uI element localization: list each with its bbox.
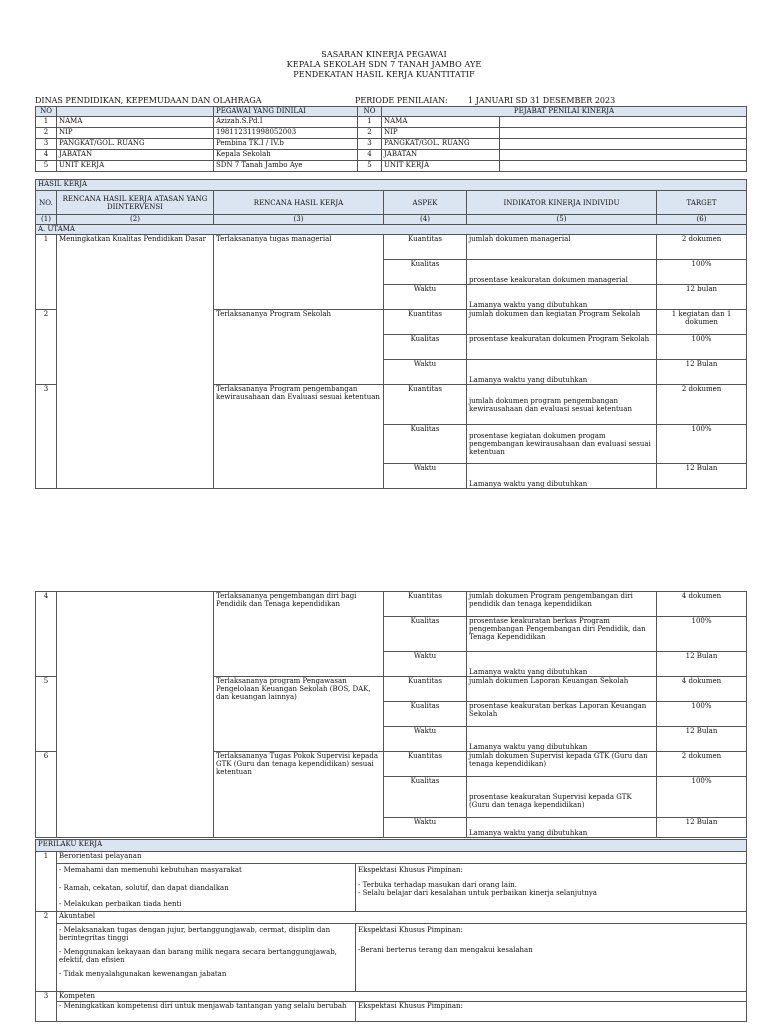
ekspektasi-item: - Terbuka terhadap masukan dari orang lain. bbox=[358, 881, 518, 889]
dinas-label: DINAS PENDIDIKAN, KEPEMUDAAN DAN OLAHRAGA bbox=[35, 96, 262, 105]
aspek-cell: Kualitas bbox=[384, 335, 467, 360]
rhk-cell: Terlaksananya Program pengembangan kewirausahaan dan Evaluasi sesuai ketentuan bbox=[214, 385, 384, 489]
iki-cell: jumlah dokumen Laporan Keuangan Sekolah bbox=[467, 677, 657, 702]
iki-cell: jumlah dokumen Supervisi kepada GTK (Guru dan tenaga kependidikan) bbox=[467, 752, 657, 777]
periode-label: PERIODE PENILAIAN: bbox=[355, 96, 448, 105]
perilaku-section: PERILAKU KERJA bbox=[36, 840, 747, 852]
target-cell: 12 Bulan bbox=[657, 360, 747, 385]
target-cell: 1 kegiatan dan 1 dokumen bbox=[657, 310, 747, 335]
perilaku-items bbox=[57, 864, 356, 912]
aspek-cell: Waktu bbox=[384, 652, 467, 677]
target-cell: 4 dokumen bbox=[657, 592, 747, 617]
pegawai-row-label: JABATAN bbox=[57, 150, 214, 161]
pegawai-table bbox=[35, 106, 747, 172]
pejabat-row-value bbox=[500, 117, 747, 128]
pegawai-no-header: NO bbox=[36, 107, 57, 117]
pegawai-row-value: Azizah.S.Pd.I bbox=[214, 117, 358, 128]
col-number: (1) bbox=[36, 215, 57, 225]
doc-title: SASARAN KINERJA PEGAWAI bbox=[321, 50, 447, 59]
ekspektasi-item: -Berani berterus terang dan mengakui kesalahan bbox=[358, 946, 533, 954]
col-rhk-atasan-header: RENCANA HASIL KERJA ATASAN YANG DIINTERVENSI bbox=[57, 191, 214, 215]
ekspektasi-label: Ekspektasi Khusus Pimpinan: bbox=[356, 1002, 747, 1022]
target-cell: 100% bbox=[657, 260, 747, 285]
col-number: (4) bbox=[384, 215, 467, 225]
rhk-cell: Terlaksananya pengembangan diri bagi Pendidik dan Tenaga kependidikan bbox=[214, 592, 384, 677]
col-rhk-header: RENCANA HASIL KERJA bbox=[214, 191, 384, 215]
iki-cell: prosentase keakuratan berkas Laporan Keuangan Sekolah bbox=[467, 702, 657, 727]
pejabat-header: PEJABAT PENILAI KINERJA bbox=[382, 107, 747, 117]
rhk-atasan-cell-continued bbox=[57, 592, 214, 838]
pejabat-row-no: 4 bbox=[358, 150, 382, 161]
pejabat-row-label: JABATAN bbox=[382, 150, 500, 161]
iki-cell: prosentase keakuratan dokumen Program Sekolah bbox=[467, 335, 657, 360]
hasil-kerja-section: HASIL KERJA bbox=[36, 180, 747, 191]
col-target-header: TARGET bbox=[657, 191, 747, 215]
aspek-cell: Kuantitas bbox=[384, 677, 467, 702]
target-cell: 2 dokumen bbox=[657, 385, 747, 425]
iki-cell: jumlah dokumen dan kegiatan Program Sekolah bbox=[467, 310, 657, 335]
pegawai-row-no: 4 bbox=[36, 150, 57, 161]
aspek-cell: Kuantitas bbox=[384, 235, 467, 260]
pejabat-row-label: UNIT KERJA bbox=[382, 161, 500, 172]
utama-section: A. UTAMA bbox=[36, 225, 747, 235]
aspek-cell: Waktu bbox=[384, 464, 467, 489]
perilaku-item: - Menggunakan kekayaan dan barang milik negara secara bertanggungjawab, efektif, dan efisien bbox=[59, 948, 337, 964]
iki-cell: prosentase kegiatan dokumen progam pengembangan kewirausahaan dan evaluasi sesuai ketentuan bbox=[467, 425, 657, 464]
aspek-cell: Kuantitas bbox=[384, 592, 467, 617]
pegawai-row-no: 5 bbox=[36, 161, 57, 172]
pejabat-no-header: NO bbox=[358, 107, 382, 117]
target-cell: 12 Bulan bbox=[657, 464, 747, 489]
perilaku-title: Akuntabel bbox=[57, 912, 747, 924]
perilaku-items bbox=[57, 924, 356, 992]
target-cell: 2 dokumen bbox=[657, 752, 747, 777]
perilaku-item: - Melakukan perbaikan tiada henti bbox=[59, 900, 182, 908]
perilaku-item: - Tidak menyalahgunakan kewenangan jabatan bbox=[59, 970, 227, 978]
aspek-cell: Kuantitas bbox=[384, 310, 467, 335]
target-cell: 100% bbox=[657, 777, 747, 818]
aspek-cell: Waktu bbox=[384, 360, 467, 385]
perilaku-item: - Memahami dan memenuhi kebutuhan masyarakat bbox=[59, 866, 242, 874]
ekspektasi-item: - Selalu belajar dari kesalahan untuk perbaikan kinerja selanjutnya bbox=[358, 889, 597, 897]
target-cell: 100% bbox=[657, 335, 747, 360]
perilaku-title: Kompeten bbox=[57, 992, 747, 1002]
rhk-cell: Terlaksananya program Pengawasan Pengelolaan Keuangan Sekolah (BOS, DAK, dan keuangan lainnya) bbox=[214, 677, 384, 752]
rhk-cell: Terlaksananya Program Sekolah bbox=[214, 310, 384, 385]
pegawai-row-label: PANGKAT/GOL. RUANG bbox=[57, 139, 214, 150]
perilaku-item: - Melaksanakan tugas dengan jujur, bertanggungjawab, cermat, disiplin dan berintegritas tinggi bbox=[59, 926, 331, 942]
col-number: (5) bbox=[467, 215, 657, 225]
pejabat-row-no: 3 bbox=[358, 139, 382, 150]
aspek-cell: Kualitas bbox=[384, 425, 467, 464]
aspek-cell: Waktu bbox=[384, 818, 467, 838]
target-cell: 2 dokumen bbox=[657, 235, 747, 260]
periode-value: 1 JANUARI SD 31 DESEMBER 2023 bbox=[468, 96, 616, 105]
aspek-cell: Kuantitas bbox=[384, 385, 467, 425]
pegawai-row-label: NIP bbox=[57, 128, 214, 139]
perilaku-title: Berorientasi pelayanan bbox=[57, 852, 747, 864]
perilaku-no: 3 bbox=[36, 992, 57, 1022]
ekspektasi-label: Ekspektasi Khusus Pimpinan: bbox=[358, 866, 463, 874]
iki-cell: prosentase keakuratan Supervisi kepada GTK (Guru dan tenaga kependidikan) bbox=[467, 777, 657, 818]
pegawai-row-value: Kepala Sekolah bbox=[214, 150, 358, 161]
pejabat-row-no: 2 bbox=[358, 128, 382, 139]
aspek-cell: Waktu bbox=[384, 727, 467, 752]
target-cell: 100% bbox=[657, 617, 747, 652]
pegawai-left-header: PEGAWAI YANG DINILAI bbox=[214, 107, 358, 117]
doc-subtitle-school: KEPALA SEKOLAH SDN 7 TANAH JAMBO AYE bbox=[286, 60, 482, 69]
pegawai-row-no: 1 bbox=[36, 117, 57, 128]
pegawai-row-no: 2 bbox=[36, 128, 57, 139]
ekspektasi-cell bbox=[356, 864, 747, 912]
rhk-cell: Terlaksananya tugas managerial bbox=[214, 235, 384, 310]
perilaku-kerja-table bbox=[35, 839, 747, 1022]
pejabat-row-value bbox=[500, 139, 747, 150]
aspek-cell: Kualitas bbox=[384, 702, 467, 727]
aspek-cell: Kuantitas bbox=[384, 752, 467, 777]
hasil-item-no: 4 bbox=[36, 592, 57, 677]
ekspektasi-cell bbox=[356, 924, 747, 992]
iki-cell: prosentase keakuratan berkas Program pengembangan Pengembangan diri Pendidik, dan Tenaga Kependidikan bbox=[467, 617, 657, 652]
hasil-item-no: 6 bbox=[36, 752, 57, 838]
target-cell: 100% bbox=[657, 702, 747, 727]
pejabat-row-value bbox=[500, 150, 747, 161]
iki-cell: Lamanya waktu yang dibutuhkan bbox=[467, 727, 657, 752]
pejabat-row-no: 5 bbox=[358, 161, 382, 172]
pegawai-row-label: NAMA bbox=[57, 117, 214, 128]
col-iki-header: INDIKATOR KINERJA INDIVIDU bbox=[467, 191, 657, 215]
target-cell: 100% bbox=[657, 425, 747, 464]
perilaku-no: 2 bbox=[36, 912, 57, 992]
hasil-item-no: 3 bbox=[36, 385, 57, 489]
aspek-cell: Kualitas bbox=[384, 617, 467, 652]
iki-cell: jumlah dokumen managerial bbox=[467, 235, 657, 260]
hasil-kerja-table-2 bbox=[35, 591, 747, 838]
iki-cell: Lamanya waktu yang dibutuhkan bbox=[467, 464, 657, 489]
pejabat-row-label: NAMA bbox=[382, 117, 500, 128]
pejabat-row-value bbox=[500, 161, 747, 172]
perilaku-item: - Ramah, cekatan, solutif, dan dapat diandalkan bbox=[59, 884, 229, 892]
ekspektasi-label: Ekspektasi Khusus Pimpinan: bbox=[358, 926, 463, 934]
perilaku-item: - Meningkatkan kompetensi diri untuk menjawab tantangan yang selalu berubah bbox=[57, 1002, 356, 1022]
iki-cell: jumlah dokumen Program pengembangan diri pendidik dan tenaga kependidikan bbox=[467, 592, 657, 617]
aspek-cell: Kualitas bbox=[384, 777, 467, 818]
pejabat-row-no: 1 bbox=[358, 117, 382, 128]
target-cell: 12 bulan bbox=[657, 285, 747, 310]
hasil-item-no: 1 bbox=[36, 235, 57, 310]
target-cell: 12 Bulan bbox=[657, 818, 747, 838]
pegawai-row-no: 3 bbox=[36, 139, 57, 150]
hasil-kerja-table-1 bbox=[35, 179, 747, 489]
pegawai-row-value: Pembina TK.I / IV.b bbox=[214, 139, 358, 150]
col-no-header: NO. bbox=[36, 191, 57, 215]
aspek-cell: Kualitas bbox=[384, 260, 467, 285]
col-number: (3) bbox=[214, 215, 384, 225]
target-cell: 12 Bulan bbox=[657, 727, 747, 752]
target-cell: 12 Bulan bbox=[657, 652, 747, 677]
iki-cell: jumlah dokumen program pengembangan kewirausahaan dan evaluasi sesuai ketentuan bbox=[467, 385, 657, 425]
col-number: (6) bbox=[657, 215, 747, 225]
pejabat-row-value bbox=[500, 128, 747, 139]
iki-cell: prosentase keakuratan dokumen managerial bbox=[467, 260, 657, 285]
pejabat-row-label: NIP bbox=[382, 128, 500, 139]
rhk-atasan-cell: Meningkatkan Kualitas Pendidikan Dasar bbox=[57, 235, 214, 489]
hasil-item-no: 2 bbox=[36, 310, 57, 385]
aspek-cell: Waktu bbox=[384, 285, 467, 310]
hasil-item-no: 5 bbox=[36, 677, 57, 752]
iki-cell: Lamanya waktu yang dibutuhkan bbox=[467, 285, 657, 310]
target-cell: 4 dokumen bbox=[657, 677, 747, 702]
iki-cell: Lamanya waktu yang dibutuhkan bbox=[467, 818, 657, 838]
iki-cell: Lamanya waktu yang dibutuhkan bbox=[467, 360, 657, 385]
pegawai-row-label: UNIT KERJA bbox=[57, 161, 214, 172]
perilaku-no: 1 bbox=[36, 852, 57, 912]
doc-subtitle-approach: PENDEKATAN HASIL KERJA KUANTITATIF bbox=[293, 70, 475, 79]
iki-cell: Lamanya waktu yang dibutuhkan bbox=[467, 652, 657, 677]
rhk-cell: Terlaksananya Tugas Pokok Supervisi kepada GTK (Guru dan tenaga kependidikan) sesuai ketentuan bbox=[214, 752, 384, 838]
col-number: (2) bbox=[57, 215, 214, 225]
col-aspek-header: ASPEK bbox=[384, 191, 467, 215]
pegawai-row-value: 198112311998052003 bbox=[214, 128, 358, 139]
pejabat-row-label: PANGKAT/GOL. RUANG bbox=[382, 139, 500, 150]
pegawai-row-value: SDN 7 Tanah Jambo Aye bbox=[214, 161, 358, 172]
